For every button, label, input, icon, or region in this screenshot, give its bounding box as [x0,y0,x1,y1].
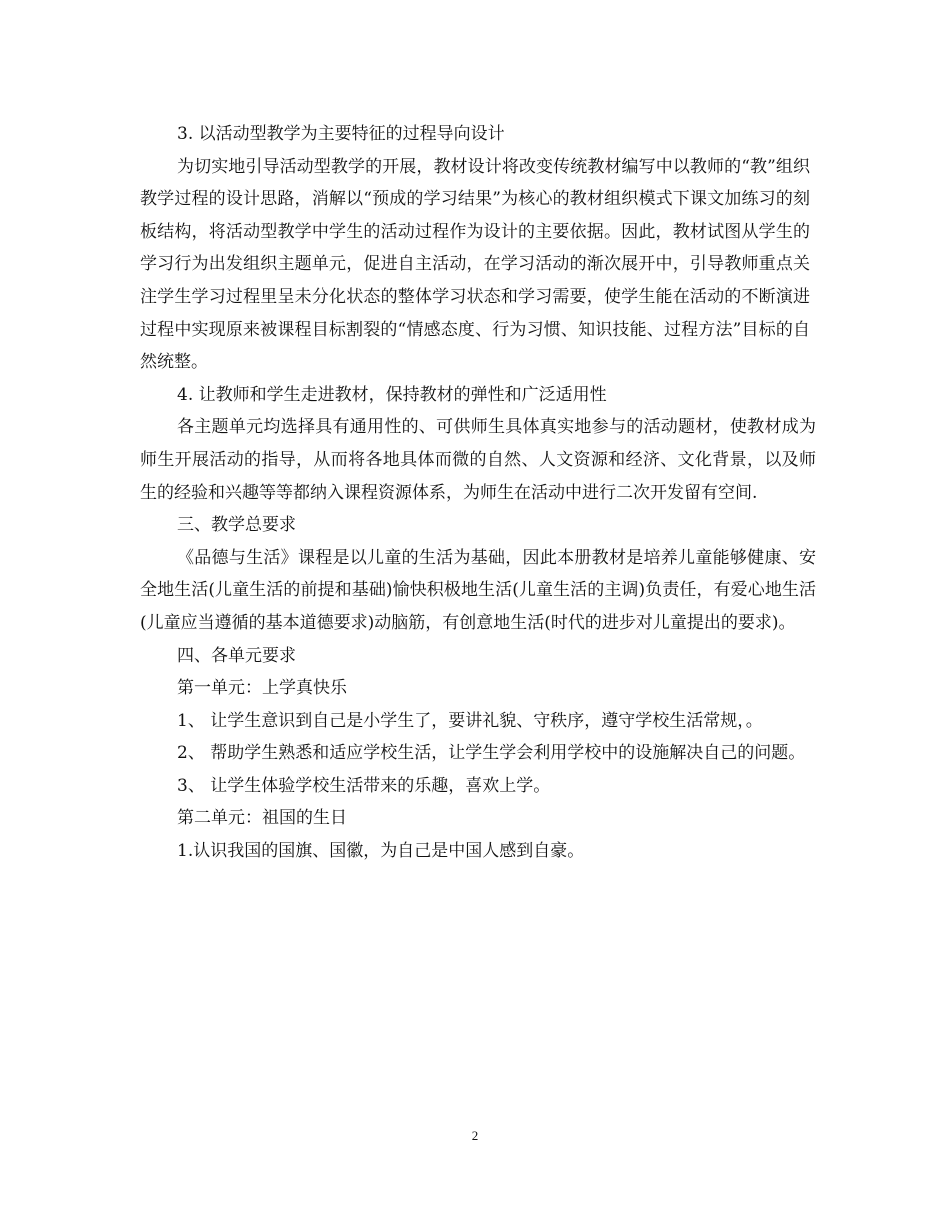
document-body [140,118,816,868]
list-item: 1.认识我国的国旗、国徽，为自己是中国人感到自豪。 [177,841,585,862]
page-number: 2 [471,1128,479,1143]
list-item: 2、 帮助学生熟悉和适应学校生活，让学生学会利用学校中的设施解决自己的问题。 [177,743,806,764]
list-item: 3、 让学生体验学校生活带来的乐趣，喜欢上学。 [177,775,551,796]
paragraph: 各主题单元均选择具有通用性的、可供师生具体真实地参与的活动题材，使教材成为师生开展活动的指导，从而将各地具体而微的自然、人文资源和经济、文化背景，以及师生的经验和兴趣等等都纳入课程资源体系，为师生在活动中进行二次开发留有空间. [140,417,816,503]
section-heading-4: 4. 让教师和学生走进教材，保持教材的弹性和广泛适用性 [177,384,607,405]
section-heading-3: 3. 以活动型教学为主要特征的过程导向设计 [177,124,505,144]
unit-heading-1: 第一单元：上学真快乐 [177,678,347,699]
paragraph: 《品德与生活》课程是以儿童的生活为基础，因此本册教材是培养儿童能够健康、安全地生活(儿童生活的前提和基础)愉快积极地生活(儿童生活的主调)负责任，有爱心地生活(儿童应当遵循的基本道德要求)动脑筋，有创意地生活(时代的进步对儿童提出的要求)。 [140,547,816,633]
unit-heading-2: 第二单元：祖国的生日 [177,808,347,829]
section-heading-unit-requirements: 四、各单元要求 [177,645,296,666]
paragraph: 为切实地引导活动型教学的开展，教材设计将改变传统教材编写中以教师的“教”组织教学过程的设计思路，消解以“预成的学习结果”为核心的教材组织模式下课文加练习的刻板结构，将活动型教学中学生的活动过程作为设计的主要依据。因此，教材试图从学生的学习行为出发组织主题单元，促进自主活动，在学习活动的渐次展开中，引导教师重点关注学生学习过程里呈未分化状态的整体学习状态和学习需要，使学生能在活动的不断演进过程中实现原来被课程目标割裂的“情感态度、行为习惯、知识技能、过程方法”目标的自然统整。 [140,156,810,373]
list-item: 1、 让学生意识到自己是小学生了，要讲礼貌、守秩序，遵守学校生活常规，。 [177,710,763,731]
section-heading-teaching-requirements: 三、教学总要求 [177,515,296,536]
